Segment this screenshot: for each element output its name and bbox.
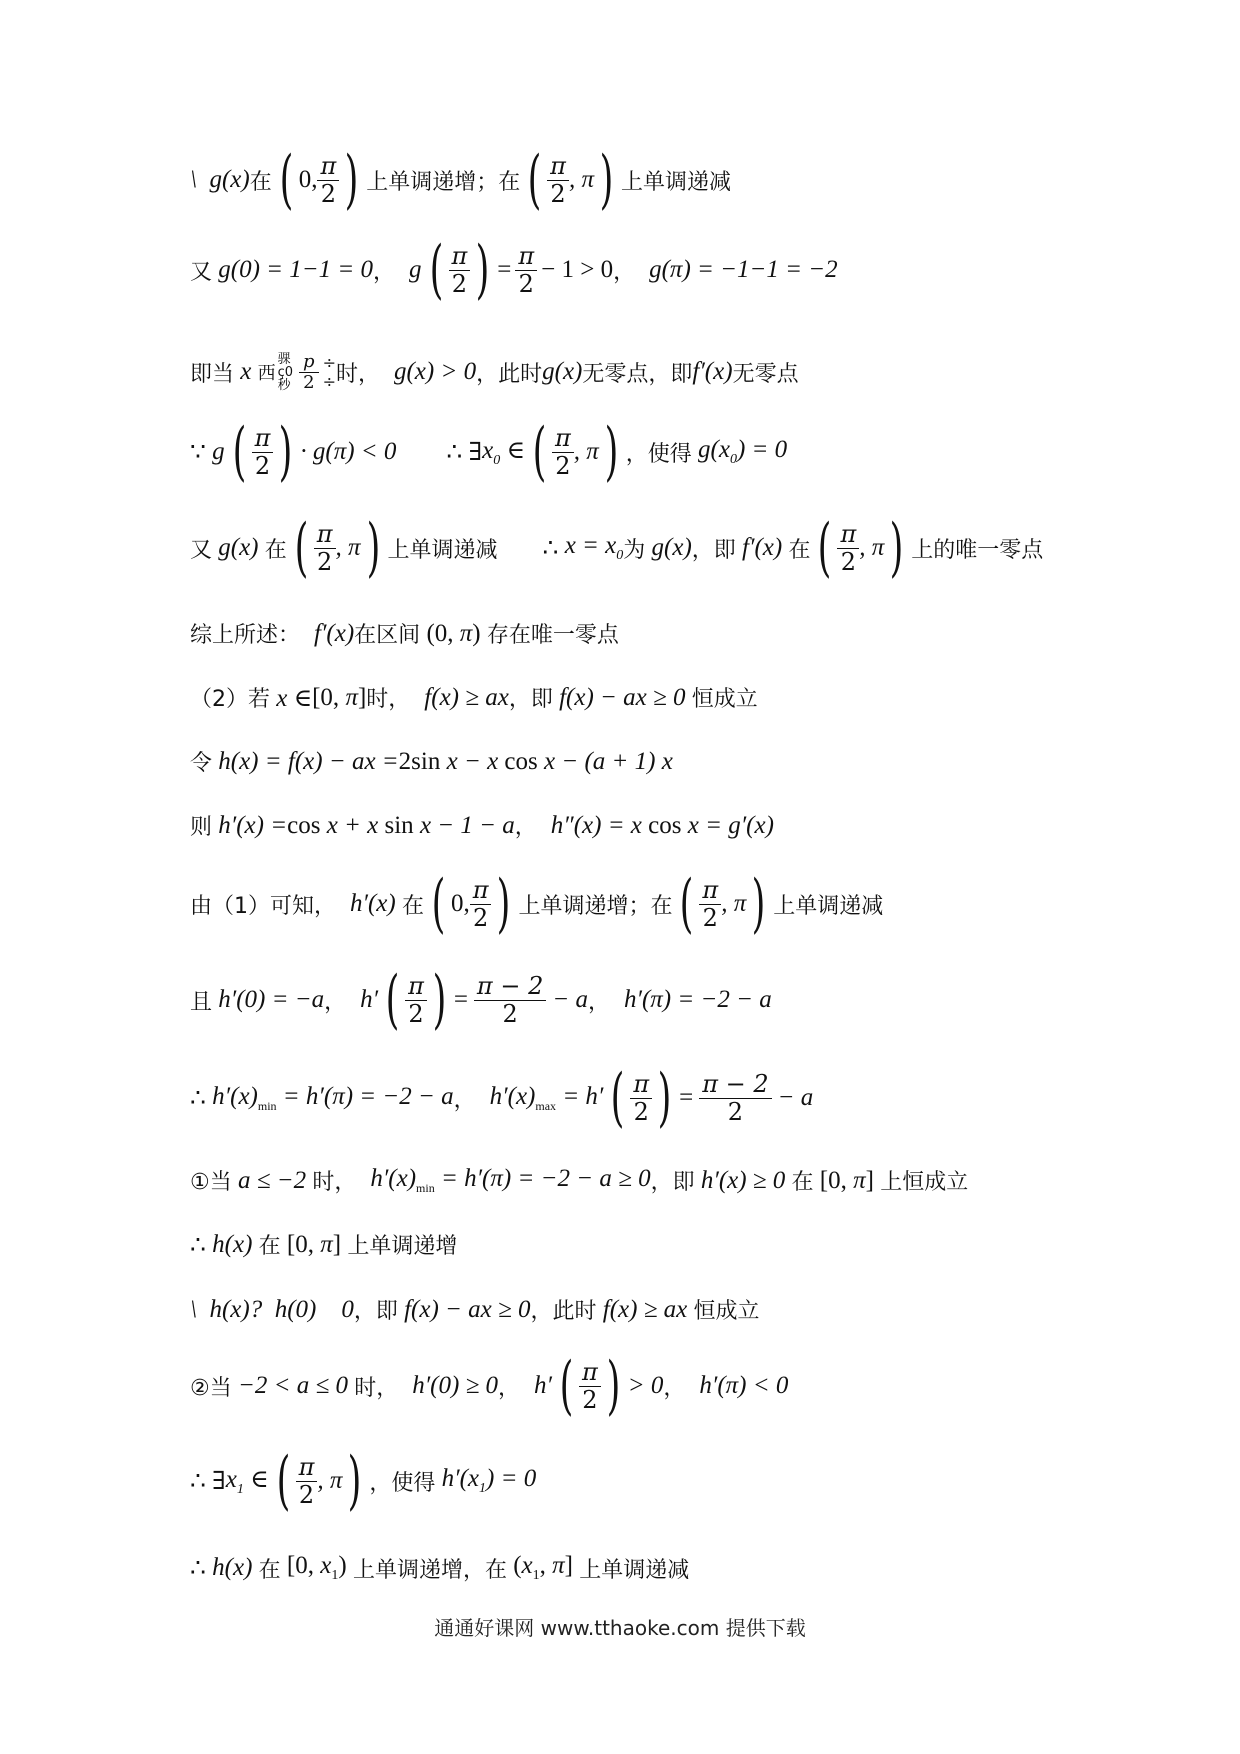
line-16: ②当 −2 < a ≤ 0 时， h′(0) ≥ 0 ， h′ ( $\frac{\pi}{2}$ ) > 0 ， h′(π) < 0 (190, 1349, 789, 1423)
text-fragment: 在 (249, 169, 272, 195)
line-2: 又 g(0) = 1−1 = 0 ， g ( $\frac{\pi}{2}$ ) = $\frac{\pi}{2}$ − 1 > 0 ， g(π) = −1−1 = −2 (190, 233, 838, 307)
footer-text: 通通好课网 www.tthaoke.com 提供下载 (434, 1616, 806, 1640)
interval-group: ( 0, $\frac{\pi}{2}$ ) (279, 143, 359, 217)
line-10: 由（1）可知， h′(x) 在 ( 0, $\frac{\pi}{2}$ ) 上单调递增；在 ( $\frac{\pi}{2}$ , π ) 上单调递减 (190, 867, 884, 941)
line-4: ∵ g ( $\frac{\pi}{2}$ ) · g(π) < 0 ∴ ∃ $x_0$ ∈ ( $\frac{\pi}{2}$ , π ) ，使得 $g(x_0) = 0$ (190, 415, 788, 489)
line-15: \ h(x)? h(0) 0 ，即 f(x) − ax ≥ 0 ，此时 f(x) ≥ ax 恒成立 (190, 1295, 760, 1324)
line-3: 即当 x 西 骒 ç0 秒 $\frac{p}{2}$ ÷ ÷ 时， g(x) > 0 ，此时 g(x) 无零点，即 f′(x) 无零点 (190, 351, 799, 393)
line-8: 令 h(x) = f(x) − ax = 2sin x − x cos x − (a + 1) x (190, 747, 673, 776)
line-14: ∴ h(x) 在 [0, π] 上单调递增 (190, 1230, 458, 1259)
text-fragment: \ g(x) (190, 166, 250, 193)
line-9: 则 h′(x) = cos x + x sin x − 1 − a ， h″(x) = x cos x = g′(x) (190, 811, 774, 840)
line-11: 且 h′(0) = −a ， h′ ( $\frac{\pi}{2}$ ) = $\frac{\pi - 2}{2}$ − a ， h′(π) = −2 − a (190, 963, 772, 1037)
line-7: （2）若 x ∈ [0, π] 时， f(x) ≥ ax ，即 f(x) − ax ≥ 0 恒成立 (190, 683, 758, 712)
line-5: 又 g(x) 在 ( $\frac{\pi}{2}$ , π ) 上单调递减 ∴ $x = x_0$ 为 g(x) ，即 f′(x) 在 ( $\frac{\pi}{2}$ , π ) 上的唯一零点 (190, 511, 1044, 585)
interval-group: ( $\frac{\pi}{2}$ , π ) (527, 143, 614, 217)
line-1: \ g(x) 在 ( 0, $\frac{\pi}{2}$ ) 上单调递增；在 ( $\frac{\pi}{2}$ , π ) 上单调递减 (190, 143, 731, 217)
line-17: ∴ ∃ $x_1$ ∈ ( $\frac{\pi}{2}$ , π ) ，使得 $h'(x_1) = 0$ (190, 1444, 537, 1518)
line-13: ①当 a ≤ −2 时， $h'(x)_{min} = h'(\pi) = -2 - a \ge 0$ ，即 h′(x) ≥ 0 在 [0, π] 上恒成立 (190, 1165, 969, 1195)
line-6: 综上所述： f′(x) 在区间 (0, π) 存在唯一零点 (190, 619, 619, 648)
line-12: ∴ $h'(x)_{min} = h'(\pi) = -2 - a$ ， $h'(x)_{max} = h'$ ( $\frac{\pi}{2}$ ) = $\frac{\pi - 2}{2}$ − a (190, 1061, 814, 1135)
line-18: ∴ h(x) 在 [0, $x_1$) 上单调递增，在 ($x_1$, π] 上单调递减 (190, 1552, 690, 1583)
